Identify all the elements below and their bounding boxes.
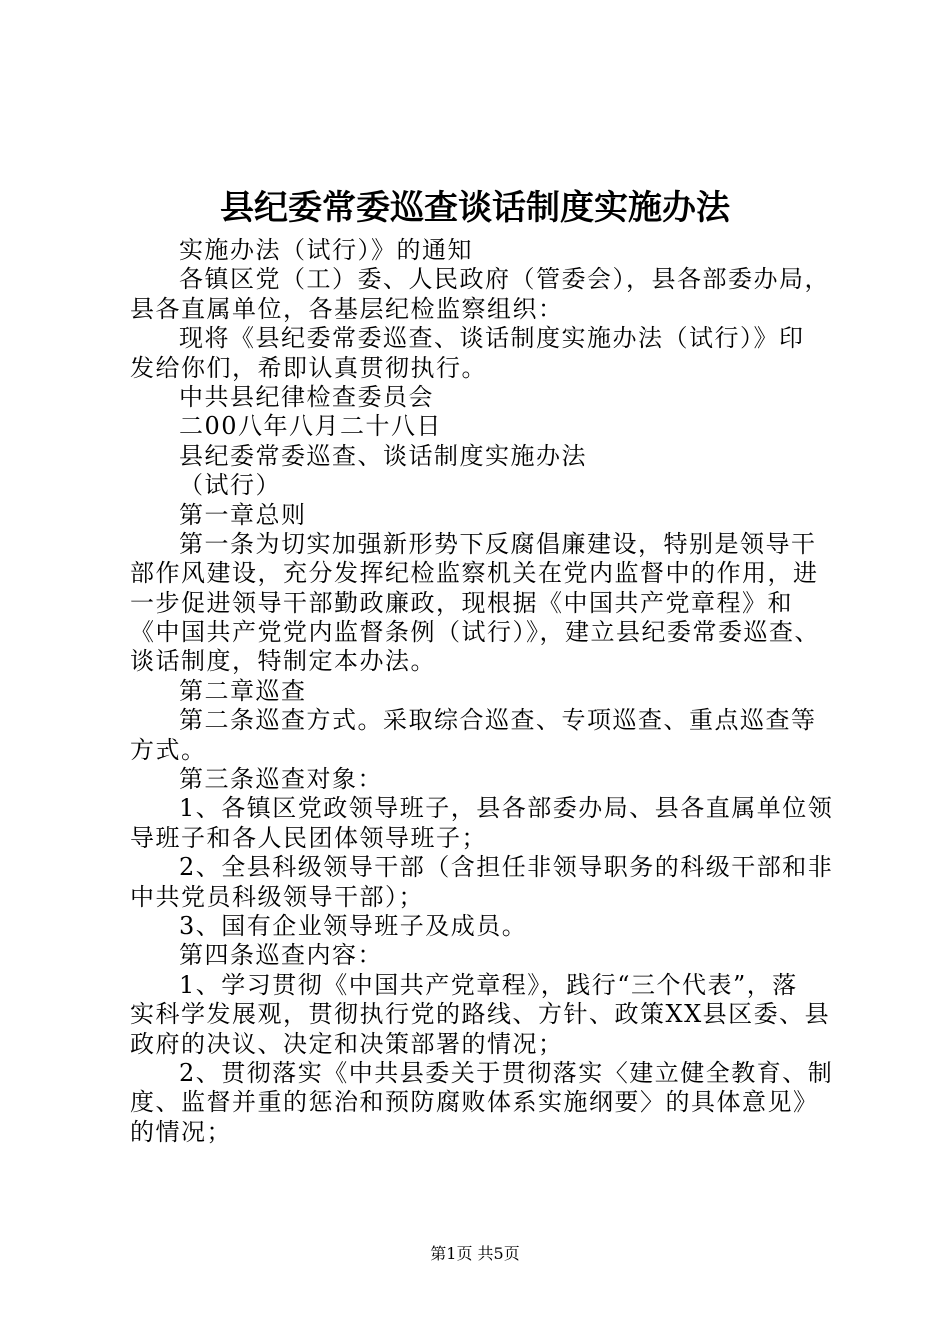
text-line: 方式。 xyxy=(130,735,207,764)
text-line: （试行） xyxy=(179,471,281,500)
text-line: 第三条巡查对象： xyxy=(179,765,383,794)
text-line: 1、学习贯彻《中国共产党章程》，践行“三个代表”，落 xyxy=(179,970,798,999)
text-line: 1、各镇区党政领导班子，县各部委办局、县各直属单位领 xyxy=(179,794,834,823)
text-line: 3、国有企业领导班子及成员。 xyxy=(179,911,528,940)
text-line: 中共党员科级领导干部）； xyxy=(130,882,424,911)
text-line: 实施办法（试行）》的通知 xyxy=(179,236,473,264)
text-line: 县纪委常委巡查、谈话制度实施办法 xyxy=(179,441,587,470)
text-line: 政府的决议、决定和决策部署的情况； xyxy=(130,1029,564,1058)
text-line: 第一条为切实加强新形势下反腐倡廉建设，特别是领导干 xyxy=(179,529,817,558)
page-footer: 第1页 共5页 xyxy=(430,1244,520,1263)
text-line: 县各直属单位，各基层纪检监察组织： xyxy=(130,294,564,323)
text-line: 现将《县纪委常委巡查、谈话制度实施办法（试行）》印 xyxy=(179,324,805,353)
text-line: 2、贯彻落实《中共县委关于贯彻落实〈建立健全教育、制 xyxy=(179,1058,834,1087)
text-line: 《中国共产党党内监督条例（试行）》，建立县纪委常委巡查、 xyxy=(130,618,820,647)
text-line: 第一章总则 xyxy=(179,500,307,529)
document-body xyxy=(130,236,840,1147)
text-line: 2、全县科级领导干部（含担任非领导职务的科级干部和非 xyxy=(179,853,834,882)
text-line: 实科学发展观，贯彻执行党的路线、方针、政策XX县区委、县 xyxy=(130,1000,831,1029)
text-line: 谈话制度，特制定本办法。 xyxy=(130,647,436,676)
text-line: 导班子和各人民团体领导班子； xyxy=(130,823,487,852)
text-line: 发给你们，希即认真贯彻执行。 xyxy=(130,353,487,382)
text-line: 第二条巡查方式。采取综合巡查、专项巡查、重点巡查等 xyxy=(179,706,817,735)
text-line: 中共县纪律检查委员会 xyxy=(179,382,434,411)
text-line: 二00八年八月二十八日 xyxy=(179,412,443,441)
text-line: 的情况； xyxy=(130,1117,232,1146)
text-line: 部作风建设，充分发挥纪检监察机关在党内监督中的作用，进 xyxy=(130,559,819,588)
text-line: 第四条巡查内容： xyxy=(179,941,383,970)
text-line: 第二章巡查 xyxy=(179,676,307,705)
document-title: 县纪委常委巡查谈话制度实施办法 xyxy=(220,188,730,228)
text-line: 各镇区党（工）委、人民政府（管委会），县各部委办局， xyxy=(179,265,830,294)
text-line: 一步促进领导干部勤政廉政，现根据《中国共产党章程》和 xyxy=(130,588,793,617)
text-line: 度、监督并重的惩治和预防腐败体系实施纲要〉的具体意见》 xyxy=(130,1088,819,1117)
